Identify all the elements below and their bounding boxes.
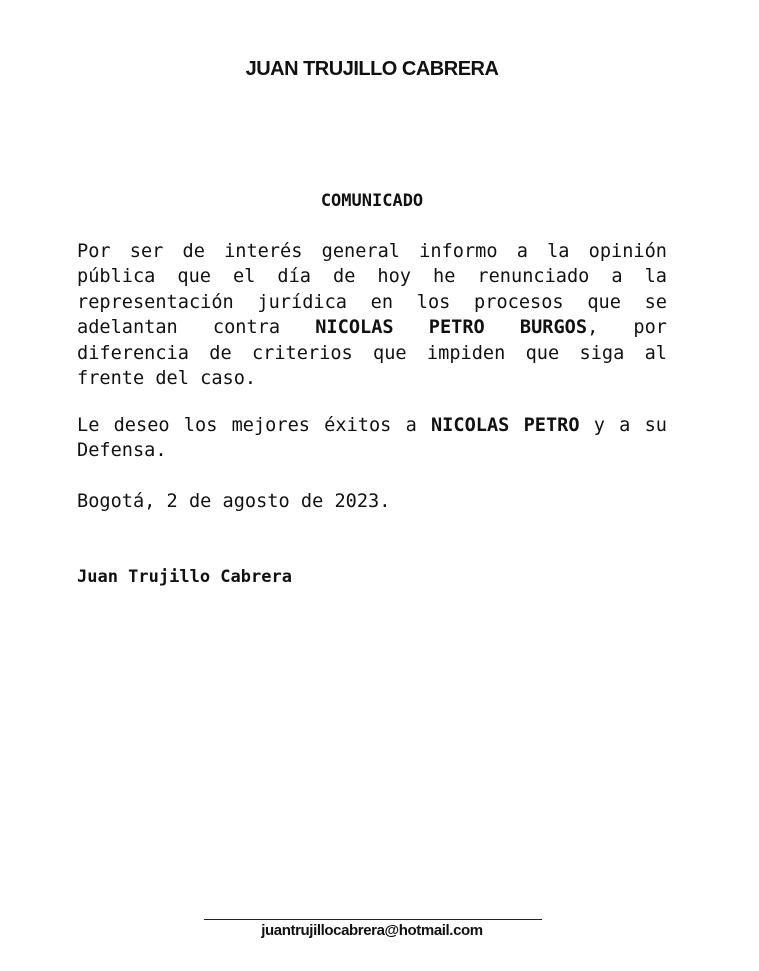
paragraph-announcement-text-start: Por ser de interés general informo a la opinión pública que el día de hoy he renunciado a la representación jurídica en los procesos que se adelantan contra [77,241,667,339]
letterhead-name: JUAN TRUJILLO CABRERA [245,58,499,80]
client-name-full: NICOLAS PETRO BURGOS [315,317,588,339]
footer-email: juantrujillocabrera@hotmail.com [261,922,483,939]
paragraph-announcement-text-end: , por diferencia de criterios que impiden que siga al frente del caso. [77,317,667,390]
paragraph-wishes-text-start: Le deseo los mejores éxitos a [77,415,431,436]
paragraph-wishes-text-end: y a su Defensa. [77,415,667,462]
document-heading: COMUNICADO [320,191,424,211]
dateline: Bogotá, 2 de agosto de 2023. [77,491,391,512]
paragraph-announcement [77,239,667,391]
signature-name: Juan Trujillo Cabrera [77,567,292,587]
client-name-short: NICOLAS PETRO [430,415,580,436]
paragraph-wishes [77,413,667,464]
footer-divider [204,919,542,920]
